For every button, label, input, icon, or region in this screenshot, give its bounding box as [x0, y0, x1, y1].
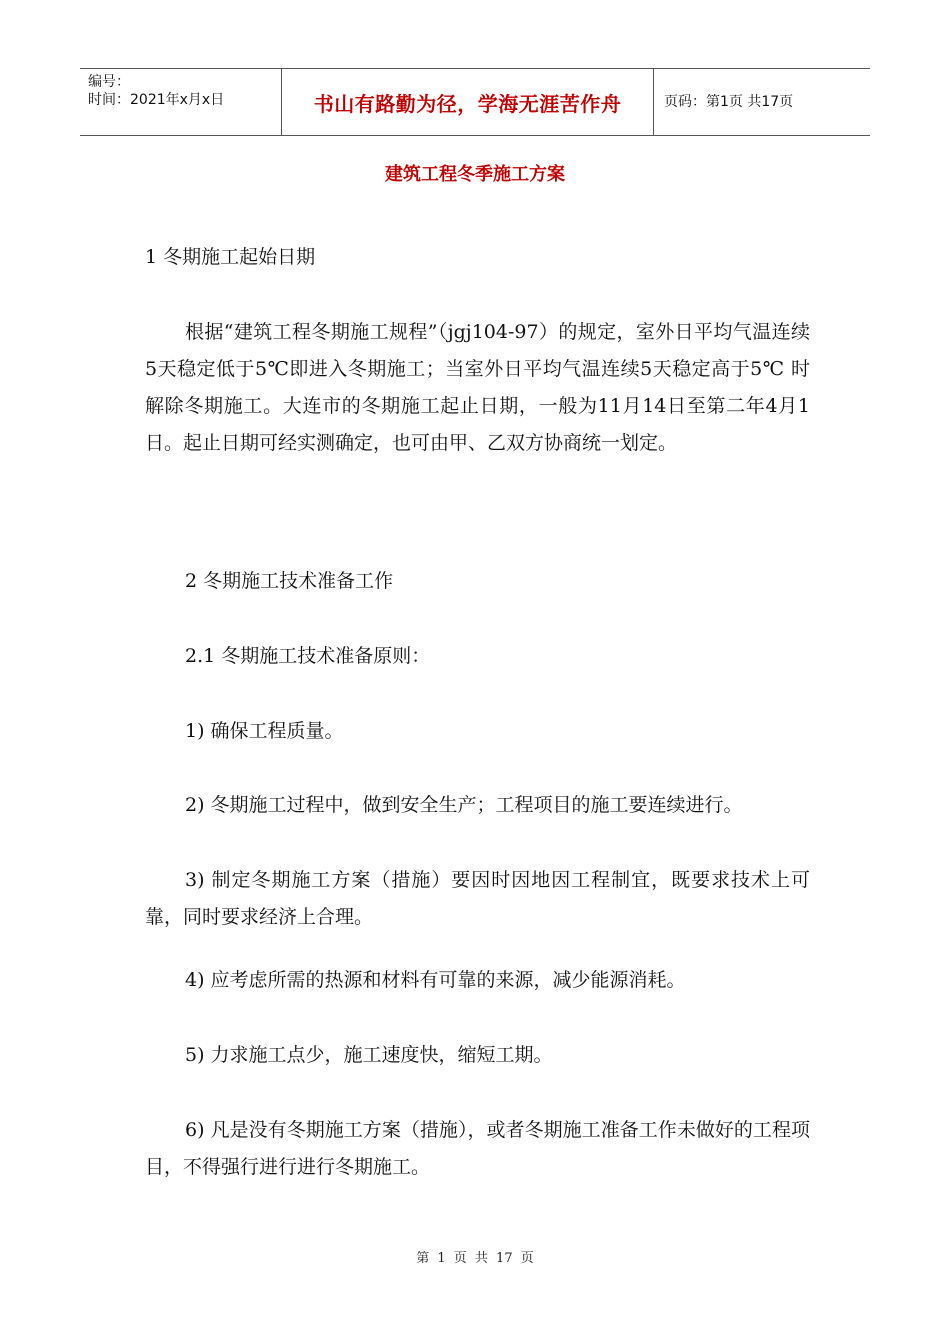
page-footer: 第 1 页 共 17 页 [416, 1251, 534, 1266]
header-left-cell [80, 69, 281, 135]
list-item-2: 2) 冬期施工过程中，做到安全生产；工程项目的施工要连续进行。 [185, 794, 743, 816]
list-item-3: 3) 制定冬期施工方案（措施）要因时因地因工程制宜，既要求技术上可靠，同时要求经济上合理。 [145, 869, 810, 928]
list-item-4: 4) 应考虑所需的热源和材料有可靠的来源，减少能源消耗。 [185, 969, 686, 991]
document-title: 建筑工程冬季施工方案 [385, 164, 565, 185]
document-number-label: 编号： [88, 74, 130, 90]
section-heading-1: 1 冬期施工起始日期 [145, 246, 316, 268]
document-date-label: 时间：2021年x月x日 [88, 92, 225, 108]
paragraph-start-dates: 根据“建筑工程冬期施工规程”（jgj104-97）的规定，室外日平均气温连续5天稳定低于5℃即进入冬期施工；当室外日平均气温连续5天稳定高于5℃ 时解除冬期施工。大连市的冬期施工起止日期，一般为11月14日至第二年4月1日。起止日期可经实测确定，也可由甲、乙双方协商统一划定。 [145, 321, 810, 454]
header-page-cell [654, 69, 870, 135]
section-heading-2: 2 冬期施工技术准备工作 [185, 570, 394, 592]
header-page-number: 页码：第1页 共17页 [664, 94, 794, 110]
header-motto: 书山有路勤为径，学海无涯苦作舟 [313, 91, 622, 116]
list-item-6: 6) 凡是没有冬期施工方案（措施），或者冬期施工准备工作未做好的工程项目，不得强行进行进行冬期施工。 [145, 1119, 810, 1178]
list-item-5: 5) 力求施工点少，施工速度快，缩短工期。 [185, 1044, 553, 1066]
subsection-heading-2-1: 2.1 冬期施工技术准备原则： [185, 645, 431, 667]
page-header [80, 68, 870, 136]
list-item-1: 1) 确保工程质量。 [185, 720, 344, 742]
header-motto-cell [281, 69, 654, 135]
